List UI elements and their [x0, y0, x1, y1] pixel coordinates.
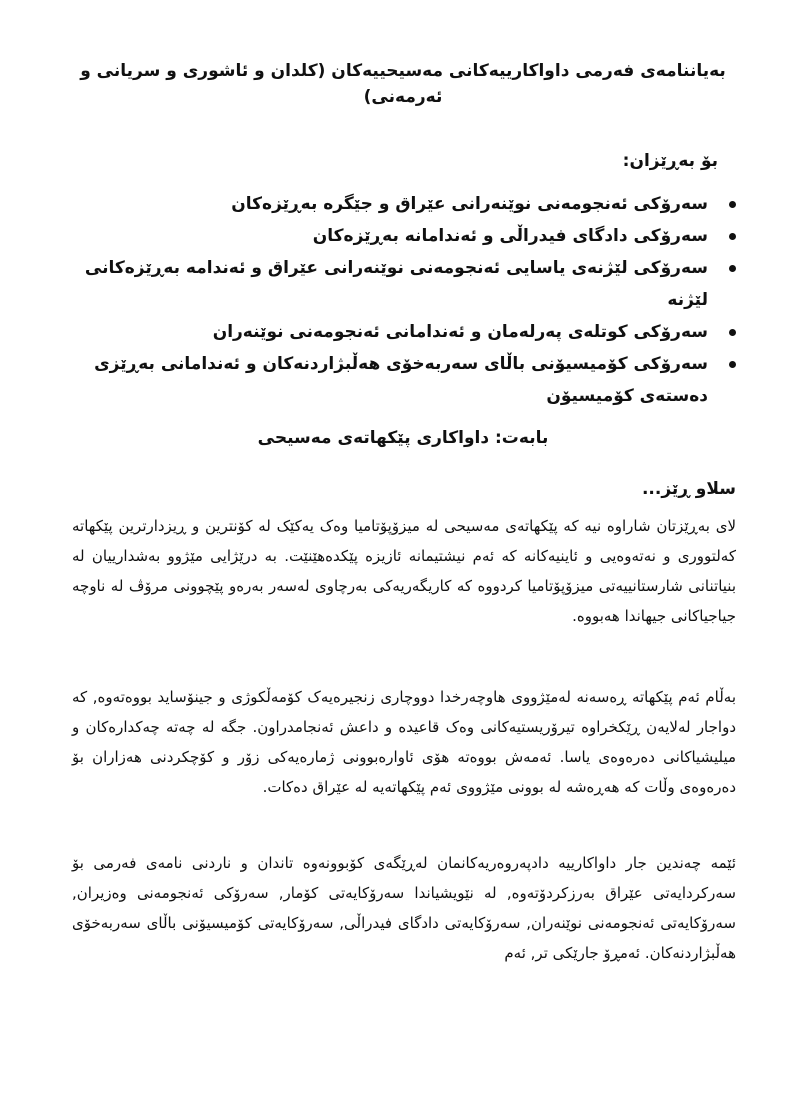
- greeting: سلاو ڕێز...: [641, 479, 736, 499]
- recipient-text: سەرۆکی کوتلەی پەرلەمان و ئەندامانی ئەنجومەنی نوێنەران: [212, 322, 708, 342]
- recipient-item: [60, 188, 736, 220]
- subject-line: بابەت: داواکاری پێکهاتەی مەسیحی: [257, 428, 549, 448]
- addressee-heading: بۆ بەڕێزان:: [622, 151, 718, 171]
- document-title: بەیاننامەی فەرمی داواکارییەکانی مەسیحییەکان (کلدان و ئاشوری و سریانی و ئەرمەنی): [80, 61, 726, 107]
- body-paragraph: ئێمە چەندین جار داواکارییە دادپەروەریەکانمان لەڕێگەی کۆبوونەوە تاندان و ناردنی نامەی فەرمی بۆ سەرکردایەتی عێراق بەرزکردۆتەوە, لە نێویشیاندا سەرۆکایەتی کۆمار, سەرۆکی ئەنجومەنی وەزیران, سەرۆکایەتی ئەنجومەنی نوێنەران, سەرۆکایەتی دادگای فیدراڵی, سەرۆکایەتی کۆمیسیۆنی باڵای سەربەخۆی هەڵبژاردنەکان. ئەمڕۆ جارێکی تر, ئەم: [72, 854, 736, 962]
- recipient-text: سەرۆکی کۆمیسیۆنی باڵای سەربەخۆی هەڵبژاردنەکان و ئەندامانی بەڕێزی دەستەی کۆمیسیۆن: [94, 354, 708, 406]
- body-paragraph: لای بەڕێزتان شاراوە نیە کە پێکهاتەی مەسیحی لە میزۆپۆتامیا وەک یەکێک لە کۆنترین و ڕیزدارترین پێکهاتە کەلتووری و نەتەوەیی و ئاینیەکانە کە ئەم نیشتیمانە ئازیزە پێکدەهێنێت. بە درێژایی مێژوو بەشدارییان لە بنیاتنانی شارستانییەتی میزۆپۆتامیا کردووە کە کاریگەریەکی بەرچاوی لەسەر بەرەو پێچوونی مرۆڤ لە ناوچە جیاجیاکانی جیهاندا هەبووە.: [72, 517, 736, 625]
- bullet-icon: [729, 233, 736, 240]
- bullet-icon: [729, 329, 736, 336]
- recipient-text: سەرۆکی دادگای فیدراڵی و ئەندامانە بەڕێزەکان: [312, 226, 708, 246]
- recipient-item: [60, 252, 736, 316]
- bullet-icon: [729, 265, 736, 272]
- recipient-text: سەرۆکی لێژنەی یاسایی ئەنجومەنی نوێنەرانی عێراق و ئەندامە بەڕێزەکانی لێژنە: [84, 258, 708, 310]
- recipients-list: [60, 188, 736, 412]
- recipient-text: سەرۆکی ئەنجومەنی نوێنەرانی عێراق و جێگرە بەڕێزەکان: [231, 194, 708, 214]
- recipient-item: [60, 220, 736, 252]
- bullet-icon: [729, 361, 736, 368]
- body-paragraph: بەڵام ئەم پێکهاتە ڕەسەنە لەمێژووی هاوچەرخدا دووچاری زنجیرەیەک کۆمەڵکوژی و جینۆساید بووەتەوە, کە دواجار لەلایەن ڕێکخراوە تیرۆریستیەکانی وەک قاعیدە و داعش ئەنجامدراون. جگە لە چەتە چەکدارەکان و میلیشیاکانی دەرەوەی یاسا. ئەمەش بووەتە هۆی ئاوارەبوونی ژمارەیەکی زۆر و کۆچکردنی هەزاران بۆ دەرەوەی وڵات کە هەڕەشە لە بوونی مێژووی ئەم پێکهاتەیە لە عێراق دەکات.: [72, 688, 736, 796]
- recipient-item: [60, 348, 736, 412]
- bullet-icon: [729, 201, 736, 208]
- recipient-item: [60, 316, 736, 348]
